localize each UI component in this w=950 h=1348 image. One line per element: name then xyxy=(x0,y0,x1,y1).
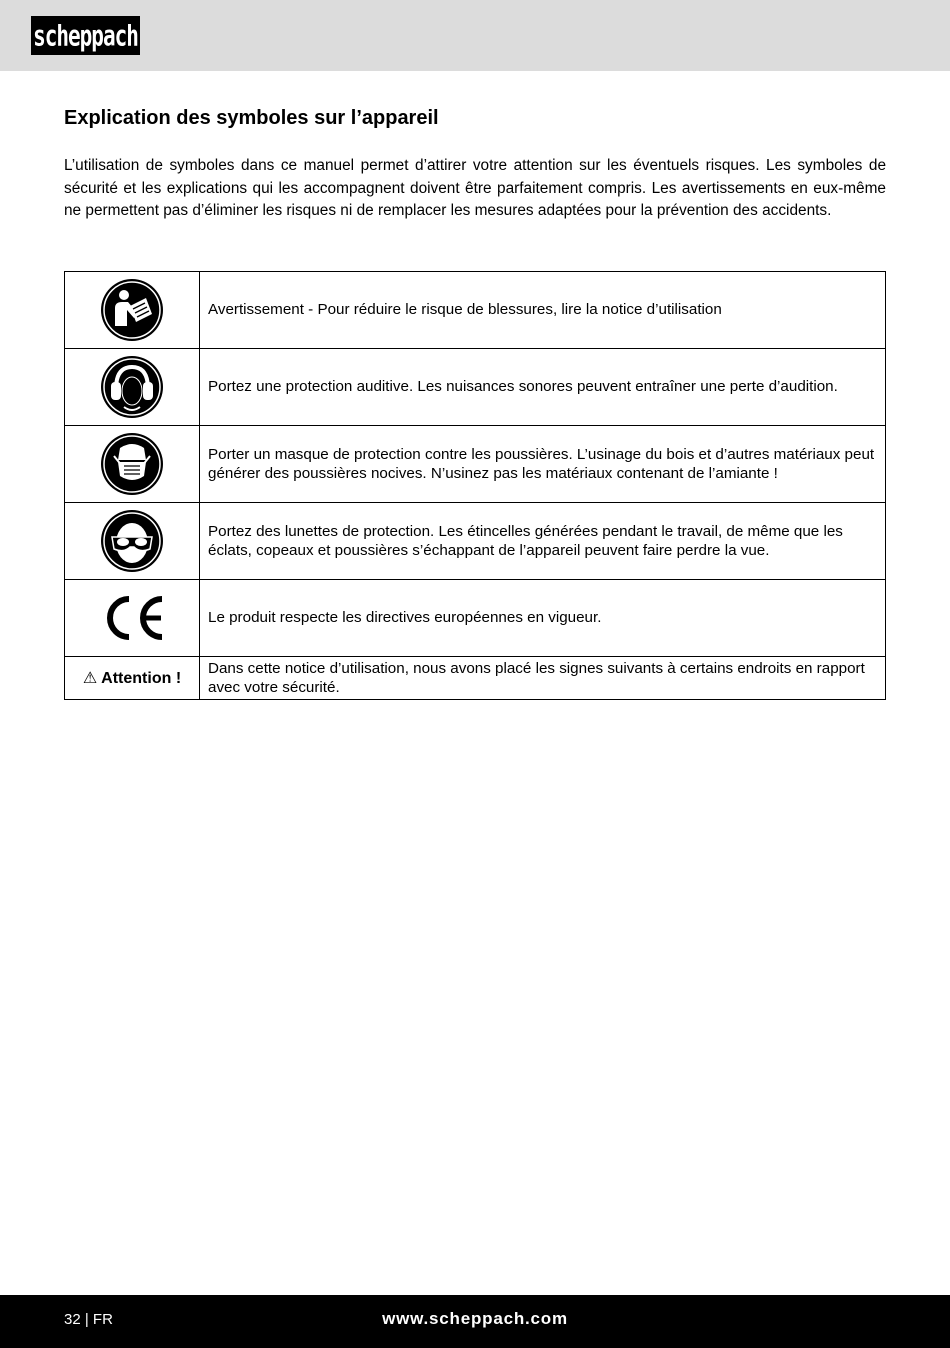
page-number: 32 | FR xyxy=(64,1311,113,1328)
table-row xyxy=(65,580,886,657)
symbols-table xyxy=(64,271,886,700)
safety-goggles-icon xyxy=(100,509,164,573)
website-link[interactable]: www.scheppach.com xyxy=(382,1309,568,1328)
symbol-description: Avertissement - Pour réduire le risque de blessures, lire la notice d’utilisation xyxy=(200,272,886,349)
symbol-description: Le produit respecte les directives européennes en vigueur. xyxy=(200,580,886,657)
symbol-cell xyxy=(65,426,200,503)
ear-protection-icon xyxy=(100,355,164,419)
symbol-cell xyxy=(65,657,200,700)
symbol-description: Dans cette notice d’utilisation, nous avons placé les signes suivants à certains endroits en rapport avec votre sécurité. xyxy=(200,657,886,700)
intro-paragraph: L’utilisation de symboles dans ce manuel permet d’attirer votre attention sur les éventuels risques. Les symboles de sécurité et les explications qui les accompagnent doivent être parfaitement compris. Les avertissements en eux-même ne permettent pas d’éliminer les risques ni de remplacer les mesures adaptées pour la prévention des accidents. xyxy=(64,157,886,220)
symbol-description: Porter un masque de protection contre les poussières. L’usinage du bois et d’autres matériaux peut générer des poussières nocives. N’usinez pas les matériaux contenant de l’amiante ! xyxy=(200,426,886,503)
page-title: Explication des symboles sur l’appareil xyxy=(64,107,439,129)
symbol-description: Portez une protection auditive. Les nuisances sonores peuvent entraîner une perte d’audition. xyxy=(200,349,886,426)
scheppach-logo: scheppach xyxy=(31,16,140,55)
read-manual-icon xyxy=(100,278,164,342)
table-row xyxy=(65,349,886,426)
symbol-cell xyxy=(65,349,200,426)
symbol-description: Portez des lunettes de protection. Les étincelles générées pendant le travail, de même que les éclats, copeaux et poussières s’échappant de l’appareil peuvent faire perdre la vue. xyxy=(200,503,886,580)
page-header xyxy=(0,0,950,71)
symbol-cell xyxy=(65,580,200,657)
attention-label: ⚠ Attention ! xyxy=(82,670,182,687)
table-row xyxy=(65,426,886,503)
symbol-cell xyxy=(65,272,200,349)
dust-mask-icon xyxy=(100,432,164,496)
page-footer xyxy=(0,1295,950,1348)
ce-mark-icon xyxy=(99,594,165,642)
table-row xyxy=(65,272,886,349)
symbol-cell xyxy=(65,503,200,580)
table-row xyxy=(65,657,886,700)
warning-triangle-icon: ⚠ xyxy=(82,670,98,687)
table-row xyxy=(65,503,886,580)
